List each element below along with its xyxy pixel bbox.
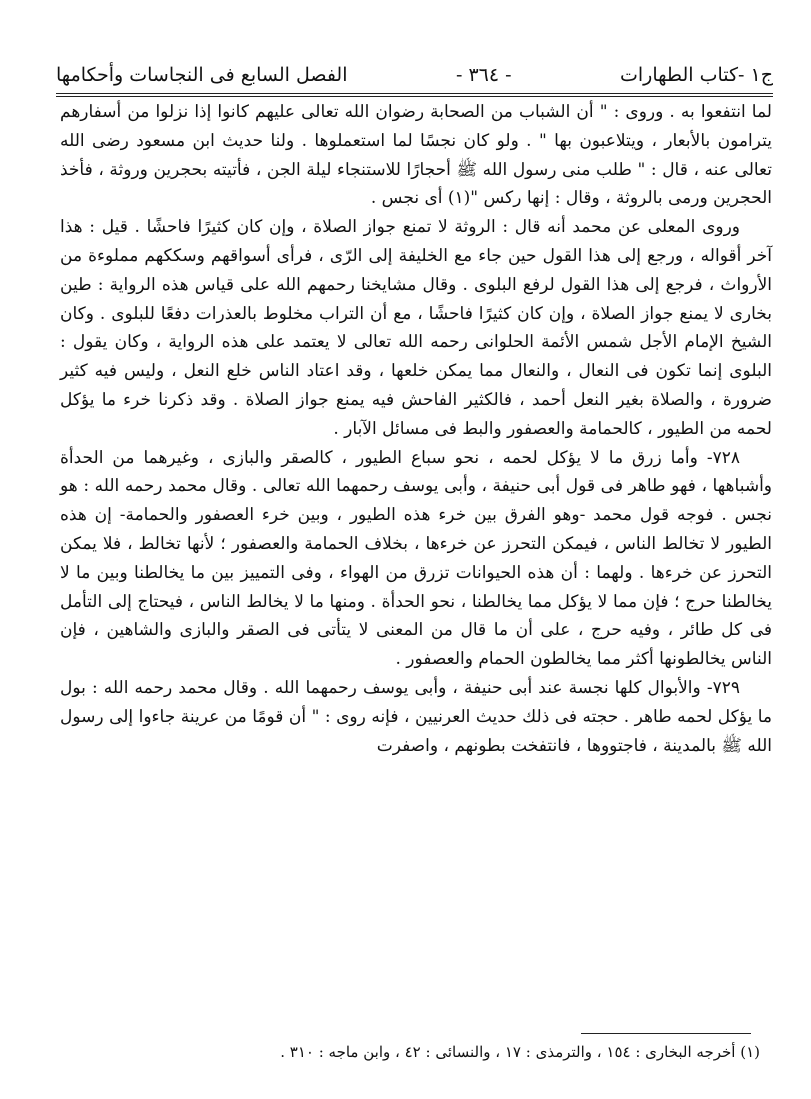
header-chapter-title: الفصل السابع فى النجاسات وأحكامها bbox=[56, 64, 348, 86]
paragraph-mualla: وروى المعلى عن محمد أنه قال : الروثة لا تمنع جواز الصلاة ، وإن كان كثيرًا فاحشًا . قيل : هذا آخر أقواله ، ورجع إلى هذا القول حين جاء مع الخليفة إلى الرّى ، فرأى أسواقهم وسككهم مملوءة من الأرواث ، فرجع إلى هذا القول لرفع البلوى . وقال مشايخنا رحمهم الله على قياس هذه الرواية : طين بخارى لا يمنع جواز الصلاة ، وإن كان كثيرًا فاحشًا ، مع أن التراب مخلوط بالعذرات دفعًا للبلوى . وكان الشيخ الإمام الأجل شمس الأئمة الحلوانى رحمه الله تعالى لا يعتمد على هذه الرواية ، وكان يقول : البلوى إنما تكون فى النعال ، والنعال مما يمكن خلعها ، وقد اعتاد الناس خلع النعل ، وليس فيه كثير ضرورة ، والصلاة بغير النعل أحمد ، فالكثير الفاحش فيه يمنع جواز الصلاة . وقد ذكرنا خرء ما يؤكل لحمه من الطيور ، كالحمامة والعصفور والبط فى مسائل الآبار . bbox=[60, 217, 772, 439]
running-header bbox=[56, 50, 773, 94]
header-book-title: ج١ -كتاب الطهارات bbox=[620, 64, 773, 86]
paragraph-728: ٧٢٨- وأما زرق ما لا يؤكل لحمه ، نحو سباع الطيور ، كالصقر والبازى ، وغيرهما من الحدأة وأشباهها ، فهو طاهر فى قول أبى حنيفة ، وأبى يوسف رحمهما الله تعالى . وقال محمد رحمه الله : هو نجس . فوجه قول محمد -وهو الفرق بين خرء هذه الطيور ، وبين خرء العصفور والحمامة- إن هذه الطيور لا تخالط الناس ، فيمكن التحرز عن خرءها ، بخلاف الحمامة والعصفور ؛ لأنها تخالط ، فلا يمكن التحرز عن خرءها . ولهما : أن هذه الحيوانات تزرق من الهواء ، وفى التمييز بين ما يخالطنا وبين ما لا يخالطنا حرج ؛ فإن مما لا يؤكل مما يخالطنا ، نحو الحدأة . ومنها ما لا يخالط الناس ، فيحتاج إلى التأمل فى كل طائر ، وفيه حرج ، على أن ما قال من المعنى لا يتأتى فى الصقر والبازى والشاهين ، فإن الناس يخالطونها أكثر مما يخالطون الحمام والعصفور . bbox=[60, 447, 772, 670]
header-divider bbox=[56, 93, 773, 97]
footnote: (١) أخرجه البخارى : ١٥٤ ، والترمذى : ١٧ ، والنسائى : ٤٢ ، وابن ماجه : ٣١٠ . bbox=[280, 1043, 760, 1061]
footnote-divider bbox=[581, 1033, 751, 1034]
main-text bbox=[60, 98, 772, 760]
paragraph-729: ٧٢٩- والأبوال كلها نجسة عند أبى حنيفة ، وأبى يوسف رحمهما الله . وقال محمد رحمه الله : بول ما يؤكل لحمه طاهر . حجته فى ذلك حديث العرنيين ، فإنه روى : " أن قومًا من عرينة جاءوا إلى رسول الله ﷺ بالمدينة ، فاجتووها ، فانتفخت بطونهم ، واصفرت bbox=[60, 677, 772, 756]
paragraph-continued: لما انتفعوا به . وروى : " أن الشباب من الصحابة رضوان الله تعالى عليهم كانوا إذا نزلوا من أسفارهم يترامون بالأبعار ، ويتلاعبون بها " . ولو كان نجسًا لما استعملوها . ولنا حديث ابن مسعود رضى الله تعالى عنه ، قال : " طلب منى رسول الله ﷺ أحجارًا للاستنجاء ليلة الجن ، فأتيته بحجرين وروثة ، فأخذ الحجرين ورمى بالروثة ، وقال : إنها ركس "(١) أى نجس . bbox=[60, 102, 772, 209]
header-page-number: - ٣٦٤ - bbox=[455, 64, 512, 86]
